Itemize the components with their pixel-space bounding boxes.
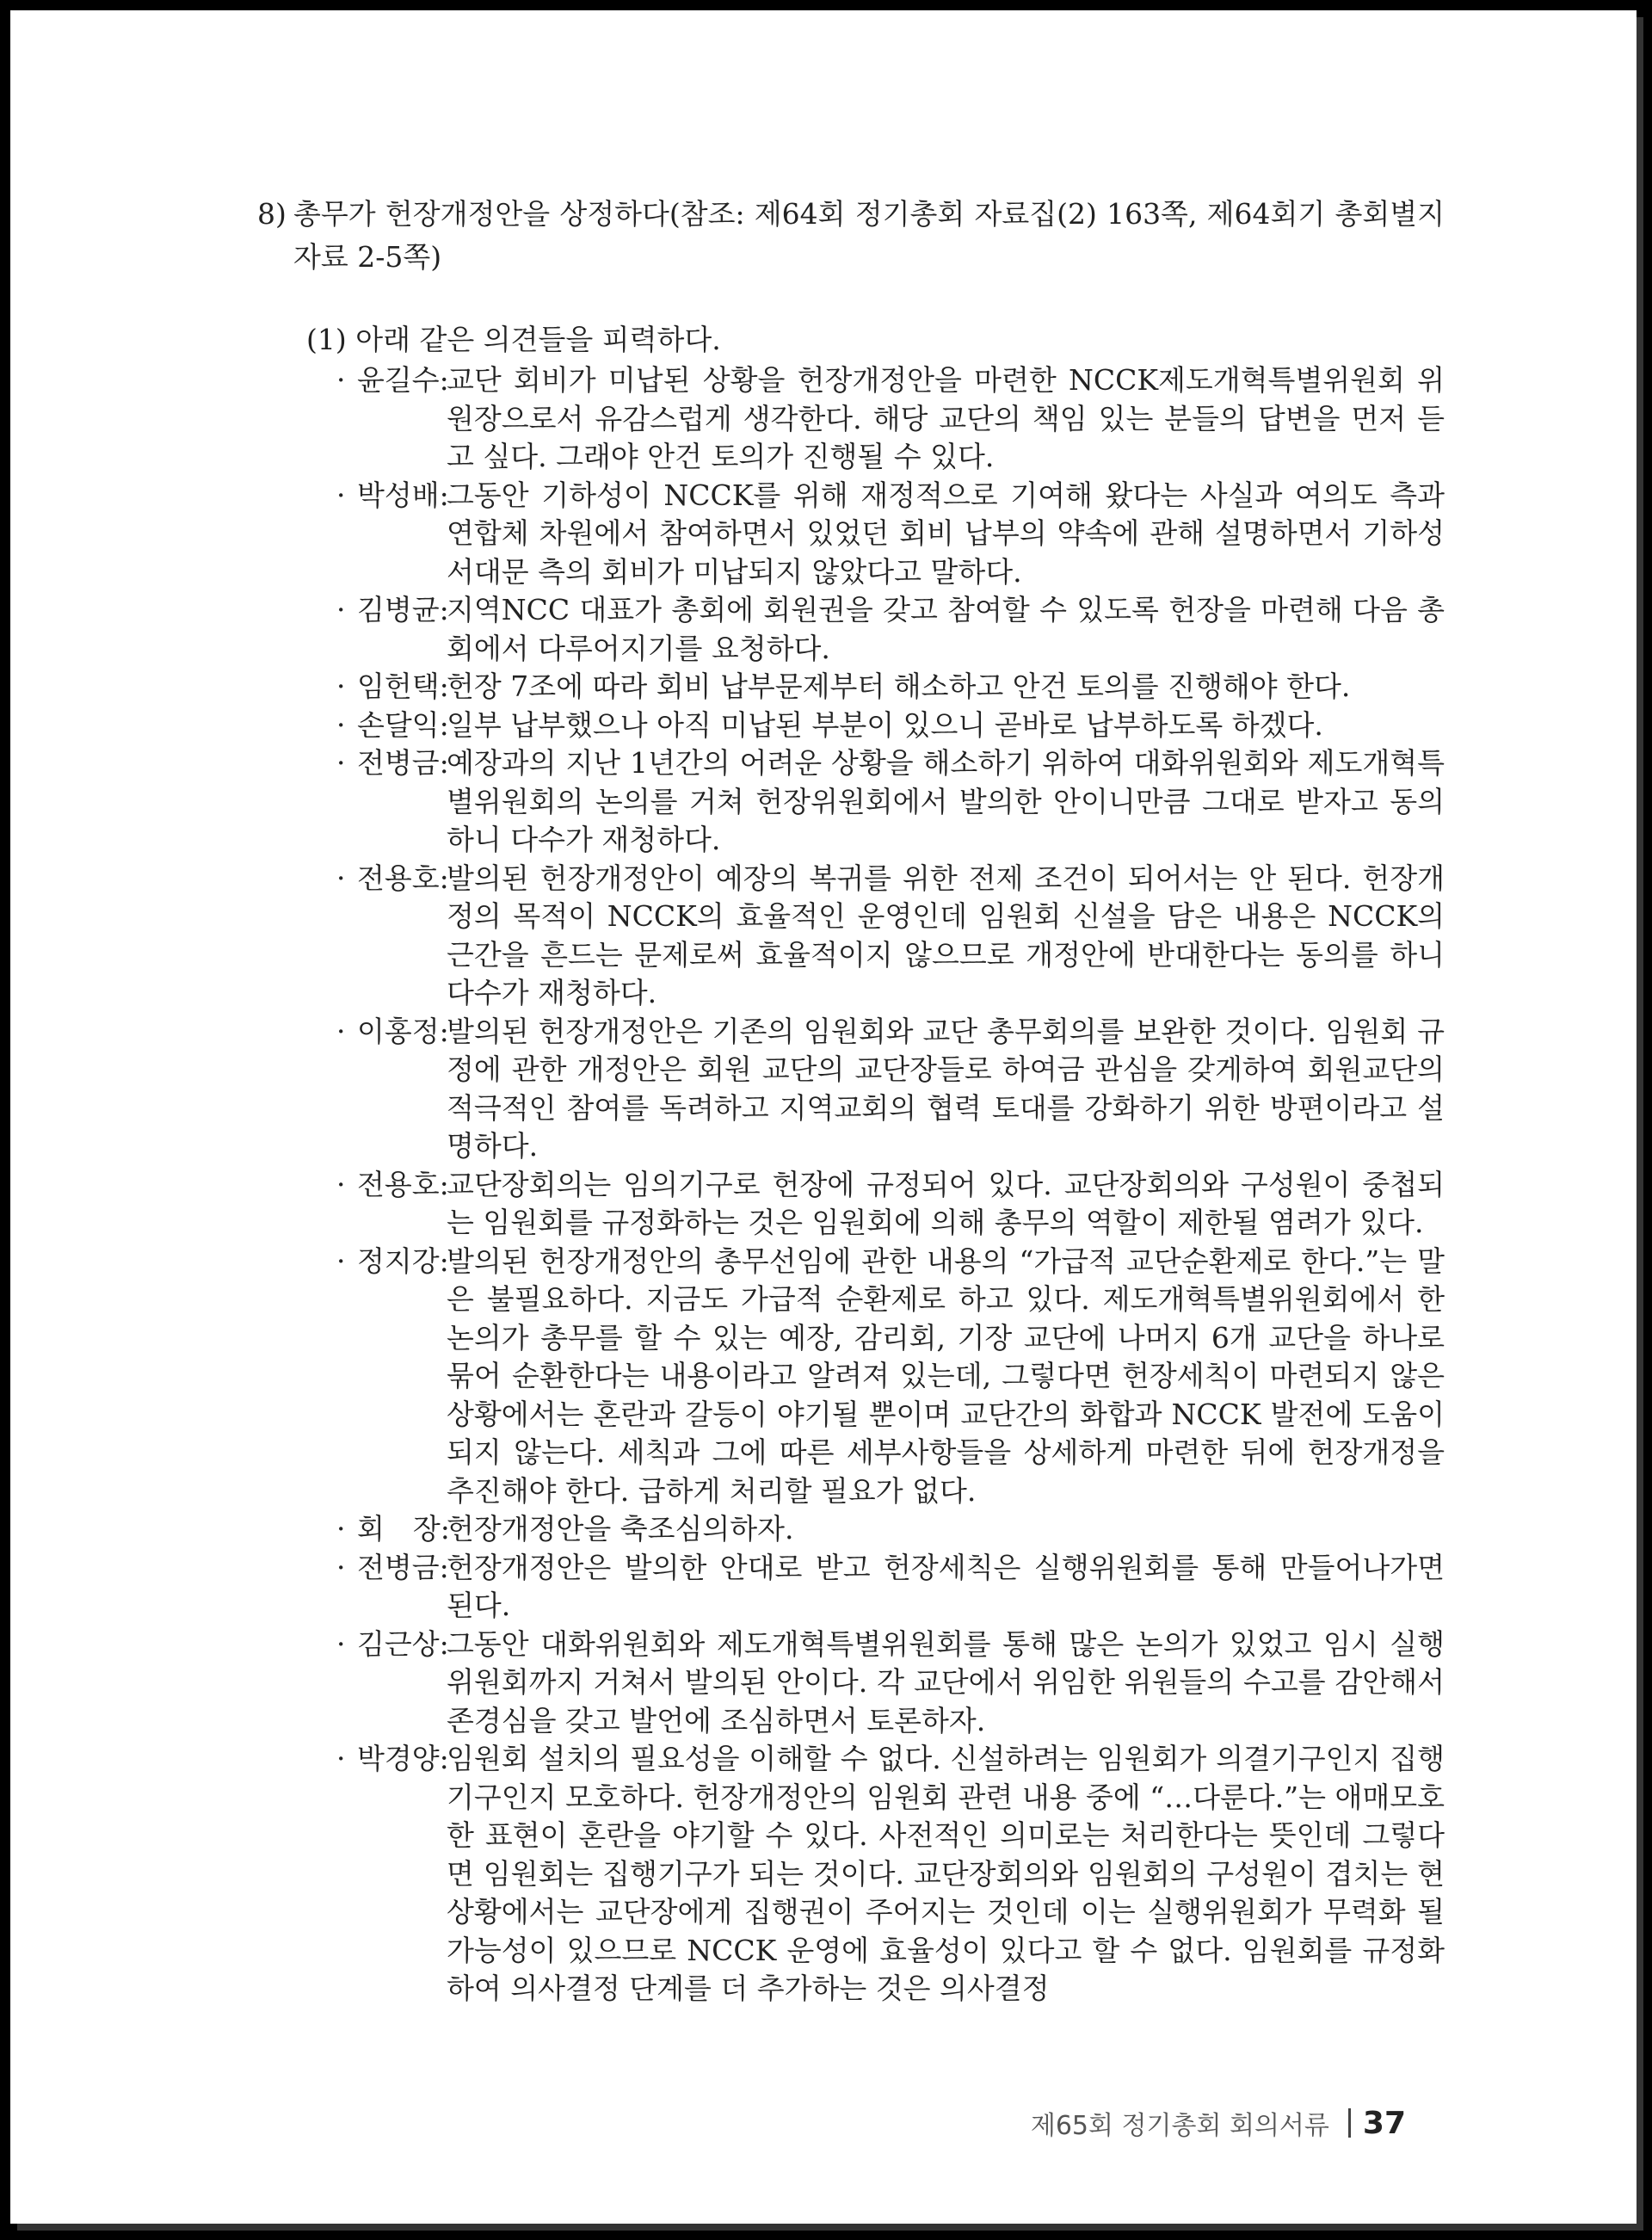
opinion-text: 발의된 헌장개정안이 예장의 복귀를 위한 전제 조건이 되어서는 안 된다. 헌장개정의 목적이 NCCK의 효율적인 운영인데 임원회 신설을 담은 내용은 NCCK의 근간을 흔드는 문제로써 효율적이지 않으므로 개정안에 반대한다는 동의를 하니 다수가 재청하다. (447, 861, 1445, 1009)
opinion-item (257, 1243, 1445, 1511)
speaker-name: 회 장: (357, 1512, 450, 1546)
opinion-text: 일부 납부했으나 아직 미납된 부분이 있으니 곧바로 납부하도록 하겠다. (447, 707, 1323, 742)
opinion-item (257, 707, 1445, 745)
speaker-name: 김병균: (357, 593, 449, 626)
speaker-name: 전용호: (357, 1167, 449, 1201)
opinion-list (257, 361, 1445, 2009)
opinion-text: 헌장개정안을 축조심의하자. (447, 1512, 794, 1546)
section-heading (257, 193, 1445, 279)
bullet-mark: · (336, 1243, 346, 1278)
opinion-text: 그동안 대화위원회와 제도개혁특별위원회를 통해 많은 논의가 있었고 임시 실행위원회까지 거쳐서 발의된 안이다. 각 교단에서 위임한 위원들의 수고를 감안해서 존경심을 갖고 발언에 조심하면서 토론하자. (447, 1626, 1445, 1737)
section-title: 총무가 헌장개정안을 상정하다(참조: 제64회 정기총회 자료집(2) 163쪽, 제64회기 총회별지자료 2-5쪽) (293, 197, 1445, 274)
speaker-name: 전병금: (357, 746, 449, 780)
opinion-item (257, 1510, 1445, 1549)
speaker-name: 박경양: (357, 1742, 449, 1775)
document-page (10, 10, 1637, 2224)
opinion-text: 그동안 기하성이 NCCK를 위해 재정적으로 기여해 왔다는 사실과 여의도 측과 연합체 차원에서 참여하면서 있었던 회비 납부의 약속에 관해 설명하면서 기하성 서대문 측의 회비가 미납되지 않았다고 말하다. (447, 478, 1445, 589)
speaker-name: 전병금: (357, 1550, 449, 1584)
opinion-item (257, 860, 1445, 1013)
bullet-mark: · (336, 478, 346, 512)
bullet-mark: · (336, 363, 346, 397)
opinion-item (257, 591, 1445, 668)
opinion-text: 교단장회의는 임의기구로 헌장에 규정되어 있다. 교단장회의와 구성원이 중첩되는 임원회를 규정화하는 것은 임원회에 의해 총무의 역할이 제한될 염려가 있다. (447, 1167, 1445, 1239)
bullet-mark: · (336, 1550, 346, 1584)
opinion-text: 발의된 헌장개정안의 총무선임에 관한 내용의 “가급적 교단순환제로 한다.”는 말은 불필요하다. 지금도 가급적 순환제로 하고 있다. 제도개혁특별위원회에서 한 논의가 총무를 할 수 있는 예장, 감리회, 기장 교단에 나머지 6개 교단을 하나로 묶어 순환한다는 내용이라고 알려져 있는데, 그렇다면 헌장세칙이 마련되지 않은 상황에서는 혼란과 갈등이 야기될 뿐이며 교단간의 화합과 NCCK 발전에 도움이 되지 않는다. 세칙과 그에 따른 세부사항들을 상세하게 마련한 뒤에 헌장개정을 추진해야 한다. 급하게 처리할 필요가 없다. (447, 1243, 1445, 1508)
opinion-text: 헌장개정안은 발의한 안대로 받고 헌장세칙은 실행위원회를 통해 만들어나가면 된다. (447, 1550, 1445, 1622)
subsection-label: (1) 아래 같은 의견들을 피력하다. (306, 323, 721, 356)
speaker-name: 임헌택: (357, 670, 449, 703)
speaker-name: 윤길수: (357, 363, 449, 397)
speaker-name: 손달익: (357, 707, 449, 742)
bullet-mark: · (336, 861, 346, 895)
bullet-mark: · (336, 707, 346, 742)
footer-divider (1348, 2108, 1351, 2138)
opinion-item (257, 361, 1445, 477)
opinion-item (257, 477, 1445, 592)
opinion-item (257, 1626, 1445, 1741)
footer-title: 제65회 정기총회 회의서류 (1030, 2111, 1329, 2141)
page-content (257, 193, 1445, 2009)
opinion-item (257, 668, 1445, 707)
opinion-item (257, 1740, 1445, 2009)
opinion-item (257, 1166, 1445, 1243)
bullet-mark: · (336, 1626, 346, 1661)
opinion-text: 교단 회비가 미납된 상황을 헌장개정안을 마련한 NCCK제도개혁특별위원회 위원장으로서 유감스럽게 생각한다. 해당 교단의 책임 있는 분들의 답변을 먼저 듣고 싶다. 그래야 안건 토의가 진행될 수 있다. (447, 363, 1445, 473)
bullet-mark: · (336, 670, 346, 703)
speaker-name: 이홍정: (357, 1014, 449, 1048)
opinion-text: 임원회 설치의 필요성을 이해할 수 없다. 신설하려는 임원회가 의결기구인지 집행기구인지 모호하다. 헌장개정안의 임원회 관련 내용 중에 “…다룬다.”는 애매모호한 표현이 혼란을 야기할 수 있다. 사전적인 의미로는 처리한다는 뜻인데 그렇다면 임원회는 집행기구가 되는 것이다. 교단장회의와 임원회의 구성원이 겹치는 현 상황에서는 교단장에게 집행권이 주어지는 것인데 이는 실행위원회가 무력화 될 가능성이 있으므로 NCCK 운영에 효율성이 있다고 할 수 없다. 임원회를 규정화하여 의사결정 단계를 더 추가하는 것은 의사결정 (447, 1742, 1445, 2005)
page-number: 37 (1362, 2105, 1406, 2141)
opinion-text: 헌장 7조에 따라 회비 납부문제부터 해소하고 안건 토의를 진행해야 한다. (447, 670, 1351, 703)
bullet-mark: · (336, 1742, 346, 1775)
opinion-item (257, 1013, 1445, 1166)
page-footer (1031, 2104, 1406, 2142)
speaker-name: 박성배: (357, 478, 449, 512)
bullet-mark: · (336, 1512, 346, 1546)
opinion-item (257, 744, 1445, 860)
opinion-text: 예장과의 지난 1년간의 어려운 상황을 해소하기 위하여 대화위원회와 제도개혁특별위원회의 논의를 거쳐 헌장위원회에서 발의한 안이니만큼 그대로 받자고 동의하니 다수가 재청하다. (447, 746, 1445, 856)
bullet-mark: · (336, 593, 346, 626)
speaker-name: 정지강: (357, 1243, 449, 1278)
opinion-text: 지역NCC 대표가 총회에 회원권을 갖고 참여할 수 있도록 헌장을 마련해 다음 총회에서 다루어지기를 요청하다. (447, 593, 1445, 665)
opinion-text: 발의된 헌장개정안은 기존의 임원회와 교단 총무회의를 보완한 것이다. 임원회 규정에 관한 개정안은 회원 교단의 교단장들로 하여금 관심을 갖게하여 회원교단의 적극적인 참여를 독려하고 지역교회의 협력 토대를 강화하기 위한 방편이라고 설명하다. (447, 1014, 1445, 1163)
bullet-mark: · (336, 1014, 346, 1048)
speaker-name: 김근상: (357, 1626, 449, 1661)
bullet-mark: · (336, 746, 346, 780)
opinion-item (257, 1549, 1445, 1626)
section-number: 8) (257, 197, 287, 231)
bullet-mark: · (336, 1167, 346, 1201)
speaker-name: 전용호: (357, 861, 449, 895)
